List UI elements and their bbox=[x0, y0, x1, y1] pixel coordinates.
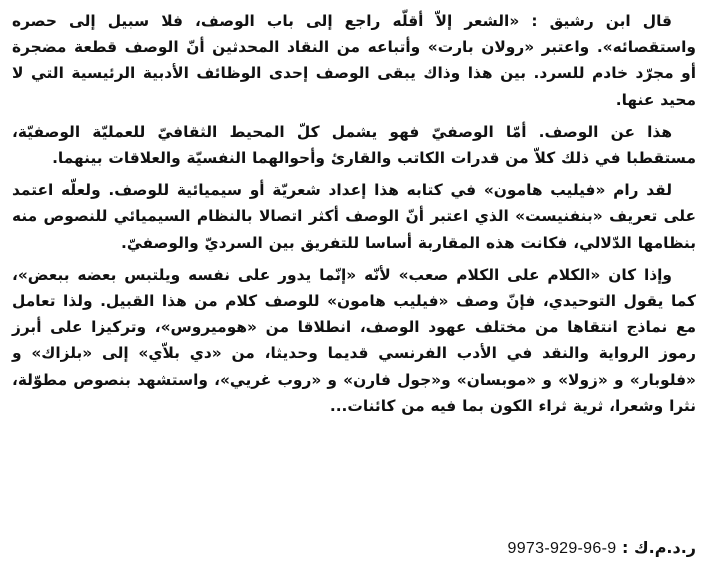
isbn-number: 9973-929-96-9 bbox=[507, 540, 617, 557]
paragraph-ibn-rashiq-quote: قال ابن رشيق : «الشعر إلاّ أقلّه راجع إلى باب الوصف، فلا سبيل إلى حصره واستقصائه». واعتبر «رولان بارت» وأتباعه من النقاد المحدثين أنّ الوصف قطعة مضجرة أو مجرّد خادم للسرد. بين هذا وذاك يبقى الوصف إحدى الوظائف الأدبية الرئيسية التي لا محيد عنها. bbox=[12, 12, 696, 109]
isbn-label: ر.د.م.ك : bbox=[621, 538, 696, 557]
paragraph-hamon-poetics: لقد رام «فيليب هامون» في كتابه هذا إعداد شعريّة أو سيميائية للوصف. ولعلّه اعتمد على تعريف «بنفنيست» الذي اعتبر أنّ الوصف أكثر اتصالا بالنظام السيميائي للنصوص منه بنظامها الدّلالي، فكانت هذه المقاربة أساسا للتفريق بين السرديّ والوصفيّ. bbox=[12, 181, 696, 252]
paragraph-tawhidi-quote: وإذا كان «الكلام على الكلام صعب» لأنّه «إنّما يدور على نفسه ويلتبس بعضه ببعض»، كما يقول التوحيدي، فإنّ وصف «فيليب هامون» للوصف كلام من هذا القبيل. ولذا تعامل مع نماذج انتقاها من مختلف عهود الوصف، انطلاقا من «هوميروس»، وتركيزا على أبرز رموز الرواية والنقد في الأدب الفرنسي قديما وحديثا، من «دي بلاّي» إلى «بلزاك» و «فلوبار» و «زولا» و «موبسان» و«جول فارن» و «روب غريي»، واستشهد بنصوص مطوّلة، نثرا وشعرا، ثرية ثراء الكون بما فيه من كائنات... bbox=[12, 265, 696, 415]
paragraph-descriptive-definition: هذا عن الوصف. أمّا الوصفيّ فهو يشمل كلّ المحيط الثقافيّ للعمليّة الوصفيّة، مستقطبا في ذلك كلاّ من قدرات الكاتب والقارئ وأحوالهما النفسيّة والعلاقات بينهما. bbox=[12, 122, 696, 168]
isbn-line bbox=[12, 538, 696, 559]
